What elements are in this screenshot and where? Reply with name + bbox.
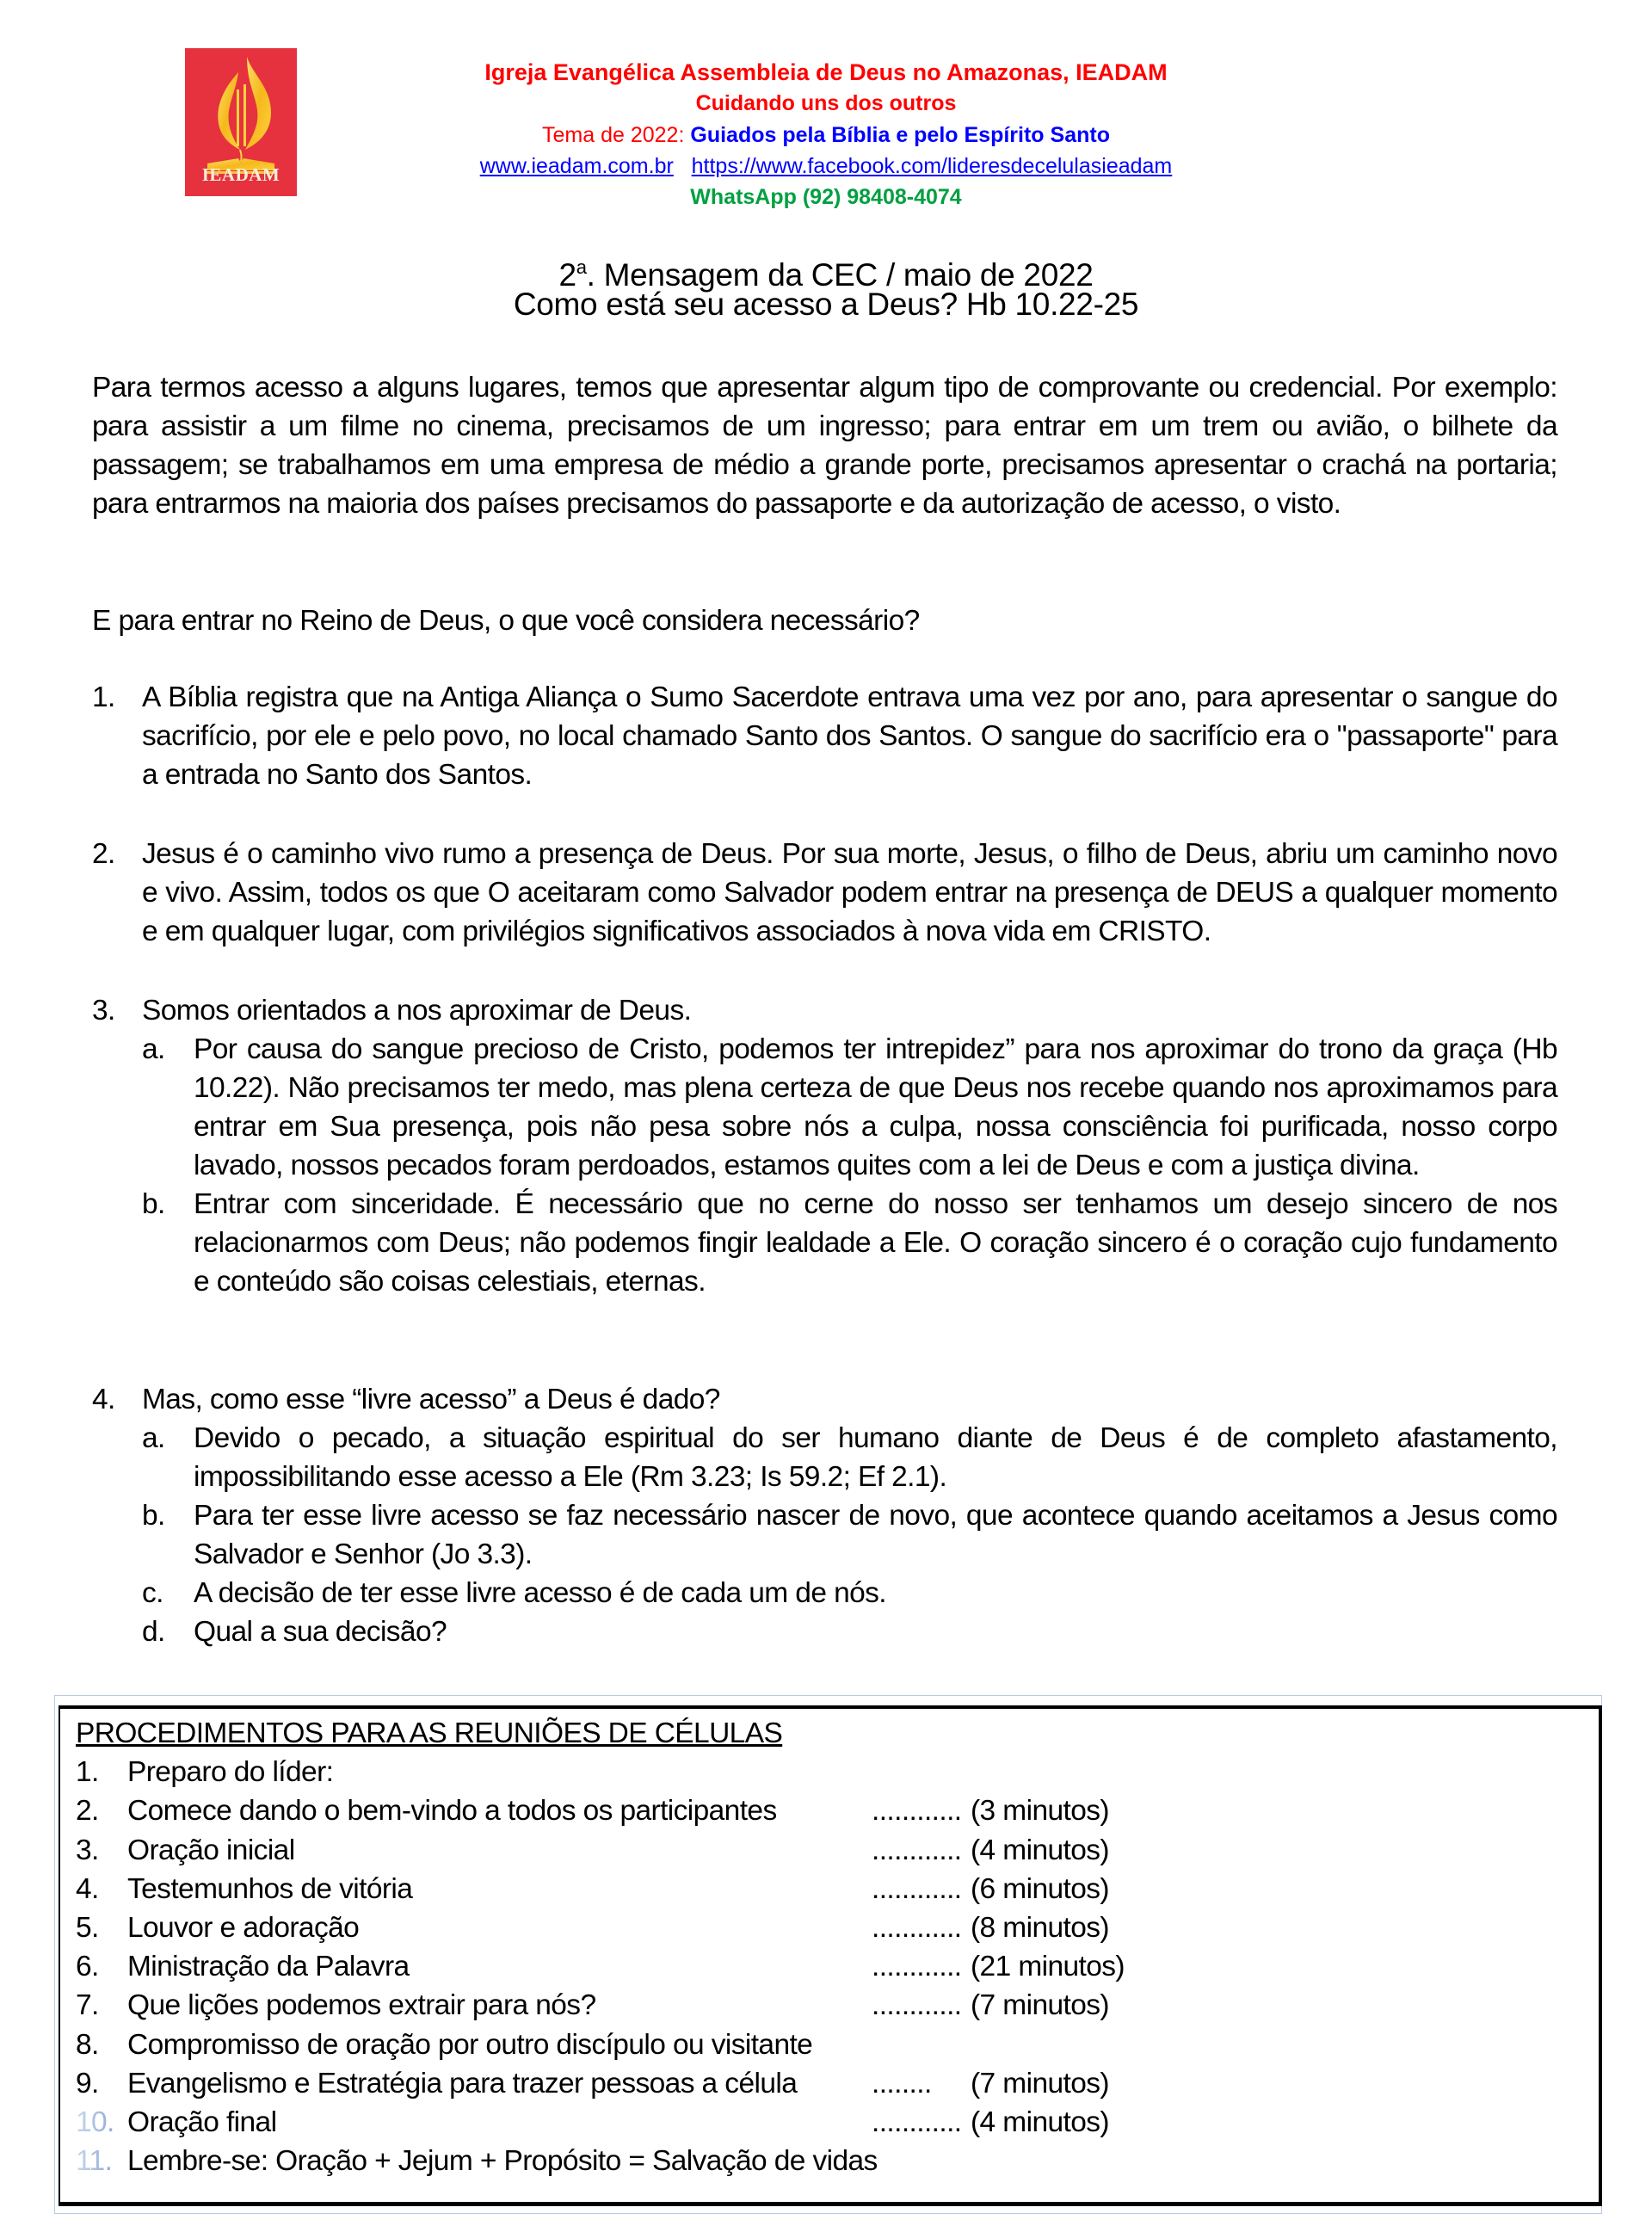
procedure-item — [76, 2025, 1538, 2064]
subpoint-text: Por causa do sangue precioso de Cristo, podemos ter intrepidez” para nos aproximar do trono da graça (Hb 10.22). Não precisamos ter medo, mas plena certeza de que Deus nos recebe quando nos aproximamos para entrar em Sua presença, pois não pesa sobre nós a culpa, nossa consciência foi purificada, nosso corpo lavado, nossos pecados foram perdoados, estamos quites com a lei de Deus e com a justiça divina. — [194, 1033, 1557, 1181]
point-text: Somos orientados a nos aproximar de Deus. — [142, 995, 692, 1027]
logo-text: IEADAM — [201, 164, 280, 185]
procedure-dots: ............ — [872, 1951, 962, 1983]
subpoint-text: Para ter esse livre acesso se faz necessário nascer de novo, que acontece quando aceitamos a Jesus como Salvador e Senhor (Jo 3.3). — [194, 1500, 1557, 1570]
subpoint-4d — [142, 1612, 1557, 1651]
procedure-duration: (7 minutos) — [971, 1989, 1109, 2022]
procedure-label: Que lições podemos extrair para nós? — [127, 1989, 596, 2022]
procedure-number: 4. — [76, 1872, 99, 1905]
subpoint-text: A decisão de ter esse livre acesso é de cada um de nós. — [194, 1577, 886, 1609]
point-text: Jesus é o caminho vivo rumo a presença de Deus. Por sua morte, Jesus, o filho de Deus, abriu um caminho novo e vivo. Assim, todos os que O aceitaram como Salvador podem entrar na presença de DEUS a qualquer momento e em qualquer lugar, com privilégios significativos associados à nova vida em CRISTO. — [142, 838, 1557, 947]
procedure-item — [76, 1947, 1538, 1986]
procedure-duration: (7 minutos) — [971, 2067, 1109, 2099]
subpoint-label: c. — [142, 1577, 163, 1609]
procedure-item — [76, 1831, 1538, 1870]
procedure-duration: (21 minutos) — [971, 1951, 1125, 1983]
procedure-duration: (8 minutos) — [971, 1911, 1109, 1944]
procedure-item — [76, 1870, 1538, 1908]
procedure-number: 10. — [76, 2103, 114, 2142]
subpoint-label: d. — [142, 1616, 165, 1648]
whatsapp-contact: WhatsApp (92) 98408-4074 — [690, 185, 962, 209]
point-text: A Bíblia registra que na Antiga Aliança o Sumo Sacerdote entrava uma vez por ano, para apresentar o sangue do sacrifício, por ele e pelo povo, no local chamado Santo dos Santos. O sangue do sacrifício era o "passaporte" para a entrada no Santo dos Santos. — [142, 681, 1557, 791]
procedure-dots: ............ — [872, 1795, 962, 1828]
title-ordinal: 2 — [558, 257, 576, 293]
procedure-dots: ............ — [872, 1872, 962, 1905]
subpoint-text: Devido o pecado, a situação espiritual do ser humano diante de Deus é de completo afastamento, impossibilitando esse acesso a Ele (Rm 3.23; Is 59.2; Ef 2.1). — [194, 1422, 1557, 1493]
procedure-label: Testemunhos de vitória — [127, 1872, 413, 1905]
procedure-duration: (4 minutos) — [971, 2106, 1109, 2138]
point-number: 3. — [92, 995, 115, 1027]
procedure-label: Lembre-se: Oração + Jejum + Propósito = Salvação de vidas — [127, 2145, 878, 2178]
procedure-label: Comece dando o bem-vindo a todos os participantes — [127, 1795, 777, 1828]
procedure-item — [76, 2064, 1538, 2103]
procedure-label: Ministração da Palavra — [127, 1951, 410, 1983]
procedure-dots: ............ — [872, 2106, 962, 2138]
procedure-number: 8. — [76, 2028, 99, 2061]
point-number: 4. — [92, 1384, 115, 1415]
procedure-label: Louvor e adoração — [127, 1911, 360, 1944]
website-link[interactable]: www.ieadam.com.br — [479, 154, 674, 178]
theme-prefix: Tema de 2022: — [542, 123, 685, 147]
procedures-content — [76, 1714, 1538, 2180]
procedure-number: 2. — [76, 1795, 99, 1828]
procedure-number: 3. — [76, 1834, 99, 1866]
procedure-item — [76, 1791, 1538, 1830]
procedure-item — [76, 1908, 1538, 1947]
subpoint-label: a. — [142, 1033, 165, 1065]
procedures-title: PROCEDIMENTOS PARA AS REUNIÕES DE CÉLULAS — [76, 1717, 783, 1749]
procedure-label: Oração final — [127, 2106, 277, 2138]
links-line — [370, 151, 1282, 182]
subpoint-label: b. — [142, 1500, 165, 1532]
subpoint-label: b. — [142, 1188, 165, 1220]
subpoint-4c — [142, 1574, 1557, 1612]
facebook-link[interactable]: https://www.facebook.com/lideresdecelulasieadam — [691, 154, 1173, 178]
message-subtitle: Como está seu acesso a Deus? Hb 10.22-25 — [513, 287, 1139, 322]
procedure-number: 9. — [76, 2067, 99, 2099]
procedure-number: 1. — [76, 1756, 99, 1789]
procedure-item — [76, 2103, 1538, 2142]
subpoint-label: a. — [142, 1422, 165, 1454]
title-ordinal-sup: a — [576, 256, 587, 278]
subpoint-3a — [142, 1030, 1557, 1185]
subpoint-4b — [142, 1496, 1557, 1574]
procedure-dots: ............ — [872, 1834, 962, 1866]
procedure-duration: (6 minutos) — [971, 1872, 1109, 1905]
title-line1: . Mensagem da CEC / maio de 2022 — [586, 257, 1094, 293]
procedure-label: Oração inicial — [127, 1834, 295, 1866]
subpoint-text: Qual a sua decisão? — [194, 1616, 447, 1648]
point-number: 2. — [92, 838, 115, 870]
church-name: Igreja Evangélica Assembleia de Deus no Amazonas, IEADAM — [484, 59, 1168, 85]
point-text: Mas, como esse “livre acesso” a Deus é dado? — [142, 1384, 720, 1415]
point-2 — [92, 835, 1557, 951]
point-number: 1. — [92, 681, 115, 713]
point-3 — [92, 991, 1557, 1301]
subpoint-4a — [142, 1419, 1557, 1496]
procedure-item — [76, 2142, 1538, 2180]
procedure-label: Evangelismo e Estratégia para trazer pessoas a célula — [127, 2067, 798, 2099]
point-4 — [92, 1380, 1557, 1651]
procedure-dots: ............ — [872, 1989, 962, 2022]
intro-question: E para entrar no Reino de Deus, o que você considera necessário? — [92, 605, 920, 637]
year-theme — [370, 120, 1282, 151]
procedure-dots: ............ — [872, 1911, 962, 1944]
subpoint-3b — [142, 1185, 1557, 1301]
procedure-duration: (3 minutos) — [971, 1795, 1109, 1828]
procedure-label: Compromisso de oração por outro discípulo ou visitante — [127, 2028, 813, 2061]
theme-text: Guiados pela Bíblia e pelo Espírito Santo — [690, 123, 1110, 147]
intro-paragraph: Para termos acesso a alguns lugares, temos que apresentar algum tipo de comprovante ou credencial. Por exemplo: para assistir a um filme no cinema, precisamos de um ingresso; para entrar em um trem ou avião, o bilhete da passagem; se trabalhamos em uma empresa de médio a grande porte, precisamos apresentar o crachá na portaria; para entrarmos na maioria dos países precisamos do passaporte e da autorização de acesso, o visto. — [92, 372, 1557, 520]
ieadam-logo — [185, 48, 297, 196]
church-motto: Cuidando uns dos outros — [695, 91, 957, 115]
subpoint-text: Entrar com sinceridade. É necessário que no cerne do nosso ser tenhamos um desejo sincero de nos relacionarmos com Deus; não podemos fingir lealdade a Ele. O coração sincero é o coração cujo fundamento e conteúdo são coisas celestiais, eternas. — [194, 1188, 1557, 1298]
point-1 — [92, 678, 1557, 794]
procedure-item — [76, 1753, 1538, 1791]
procedure-number: 6. — [76, 1951, 99, 1983]
procedure-item — [76, 1986, 1538, 2025]
procedure-number: 7. — [76, 1989, 99, 2022]
procedure-number: 5. — [76, 1911, 99, 1944]
procedure-label: Preparo do líder: — [127, 1756, 334, 1789]
procedure-duration: (4 minutos) — [971, 1834, 1109, 1866]
procedure-number: 11. — [76, 2142, 112, 2180]
procedure-dots: ........ — [872, 2067, 932, 2099]
